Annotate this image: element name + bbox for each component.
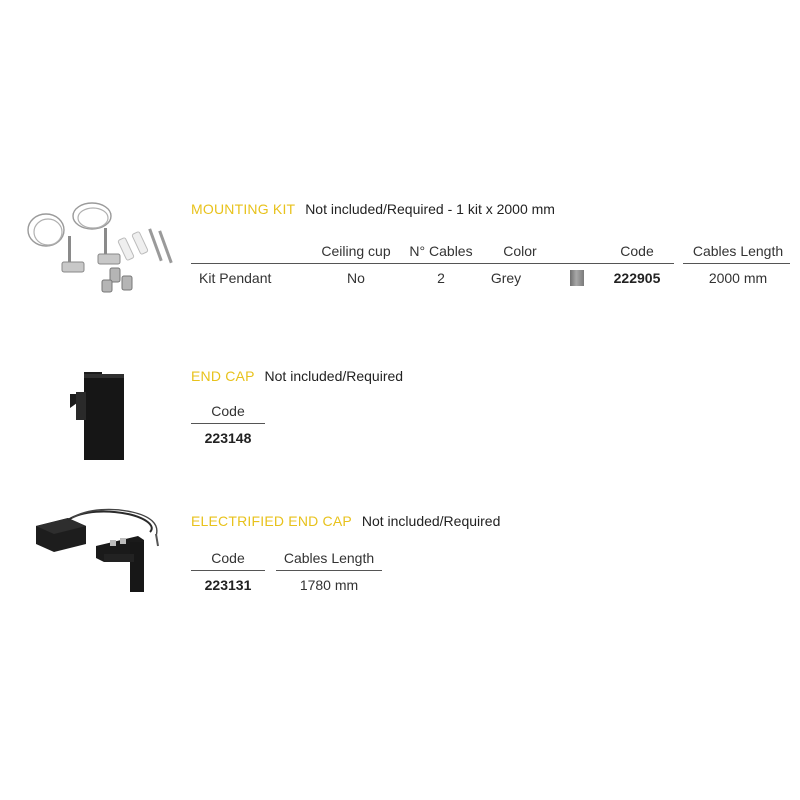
electrified-end-cap-note: Not included/Required (361, 513, 501, 529)
col-cables: N° Cables (409, 243, 473, 259)
end-cap-title: END CAP (191, 368, 255, 384)
mounting-kit-image (18, 192, 183, 307)
end-cap-image (62, 368, 128, 464)
kit-name-cell: Kit Pendant (199, 270, 272, 286)
end-cap-header-rule (191, 423, 265, 424)
end-cap-heading (191, 368, 403, 384)
grey-color-swatch (570, 270, 584, 286)
col-ceiling-cup: Ceiling cup (321, 243, 391, 259)
electrified-length-cell: 1780 mm (299, 577, 359, 593)
mounting-kit-header-rule (191, 263, 674, 264)
kit-code-cell: 222905 (613, 270, 661, 286)
mounting-kit-title: MOUNTING KIT (191, 201, 296, 217)
electrified-header-rule-2 (276, 570, 382, 571)
mounting-kit-note: Not included/Required - 1 kit x 2000 mm (305, 201, 555, 217)
end-cap-code-header: Code (211, 403, 245, 419)
kit-length-cell: 2000 mm (708, 270, 768, 286)
col-color: Color (503, 243, 537, 259)
electrified-end-cap-image (28, 506, 178, 594)
color-cell: Grey (490, 270, 522, 286)
electrified-header-rule (191, 570, 265, 571)
electrified-length-header: Cables Length (283, 550, 375, 566)
cables-cell: 2 (437, 270, 445, 286)
col-code: Code (620, 243, 654, 259)
end-cap-note: Not included/Required (264, 368, 404, 384)
ceiling-cup-cell: No (347, 270, 365, 286)
electrified-code-header: Code (211, 550, 245, 566)
mounting-kit-header-rule-2 (683, 263, 790, 264)
electrified-end-cap-title: ELECTRIFIED END CAP (191, 513, 352, 529)
col-cables-length: Cables Length (692, 243, 784, 259)
electrified-code-cell: 223131 (204, 577, 252, 593)
electrified-end-cap-heading (191, 513, 500, 529)
end-cap-code-cell: 223148 (204, 430, 252, 446)
mounting-kit-heading (191, 201, 555, 217)
